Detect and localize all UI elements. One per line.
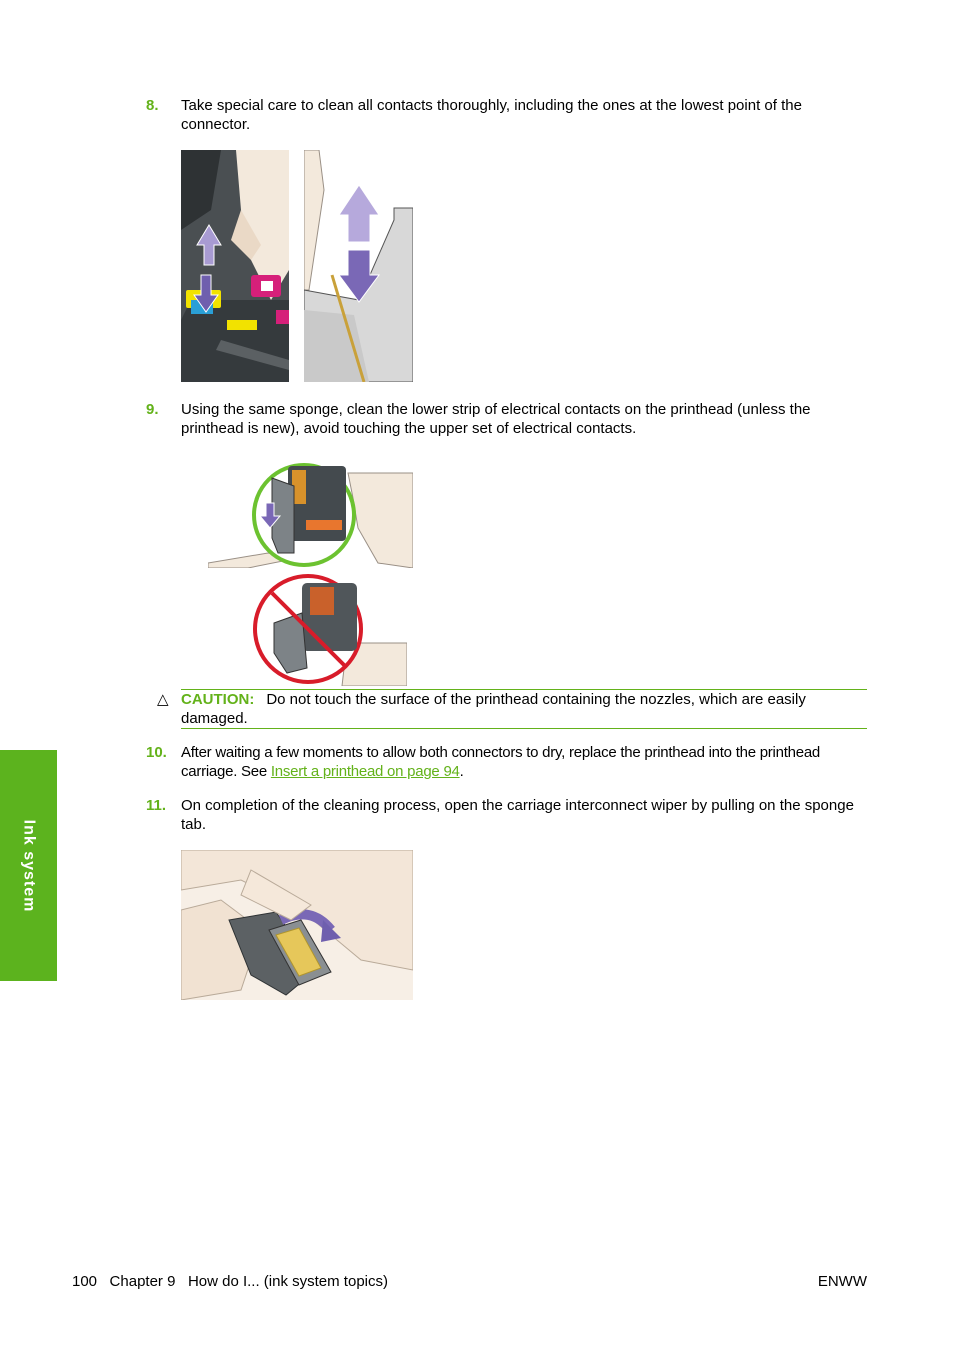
footer-page-number: 100 — [72, 1273, 98, 1290]
figure-printhead-correct — [208, 458, 413, 568]
step-8-text: Take special care to clean all contacts thoroughly, including the ones at the lowest point of the connector. — [181, 97, 802, 133]
side-tab-label: Ink system — [20, 819, 37, 912]
figure-open-wiper — [181, 850, 413, 1000]
caution-icon: △ — [157, 691, 169, 708]
step-11-number: 11. — [146, 797, 167, 814]
footer-right: ENWW — [817, 1273, 867, 1290]
step-11-text: On completion of the cleaning process, open the carriage interconnect wiper by pulling on the sponge tab. — [181, 797, 854, 833]
step-10-text-before: After waiting a few moments to allow both connectors to dry, replace the printhead into the printhead carriage. See — [181, 744, 821, 780]
step-8-number: 8. — [146, 97, 159, 114]
caution-text: Do not touch the surface of the printhead containing the nozzles, which are easily damaged. — [181, 691, 806, 727]
figure-connector-cleaning-left — [181, 150, 289, 382]
footer-left — [72, 1272, 388, 1291]
step-10-text — [181, 743, 871, 781]
figure-connector-cleaning-right — [304, 150, 413, 382]
step-10-number: 10. — [146, 744, 167, 761]
side-tab-ink-system — [0, 750, 57, 981]
step-9-number: 9. — [146, 401, 159, 418]
figure-printhead-incorrect — [252, 573, 407, 686]
caution-bottom-rule — [181, 728, 867, 729]
footer-title: How do I... (ink system topics) — [187, 1273, 388, 1290]
caution-block — [181, 690, 867, 728]
step-9-text: Using the same sponge, clean the lower strip of electrical contacts on the printhead (unless the printhead is new), avoid touching the upper set of electrical contacts. — [181, 401, 811, 437]
footer-chapter: Chapter 9 — [109, 1273, 176, 1290]
step-10-text-after: . — [459, 763, 464, 780]
insert-printhead-link[interactable]: Insert a printhead on page 94 — [270, 763, 460, 780]
caution-label: CAUTION: — [181, 691, 255, 708]
